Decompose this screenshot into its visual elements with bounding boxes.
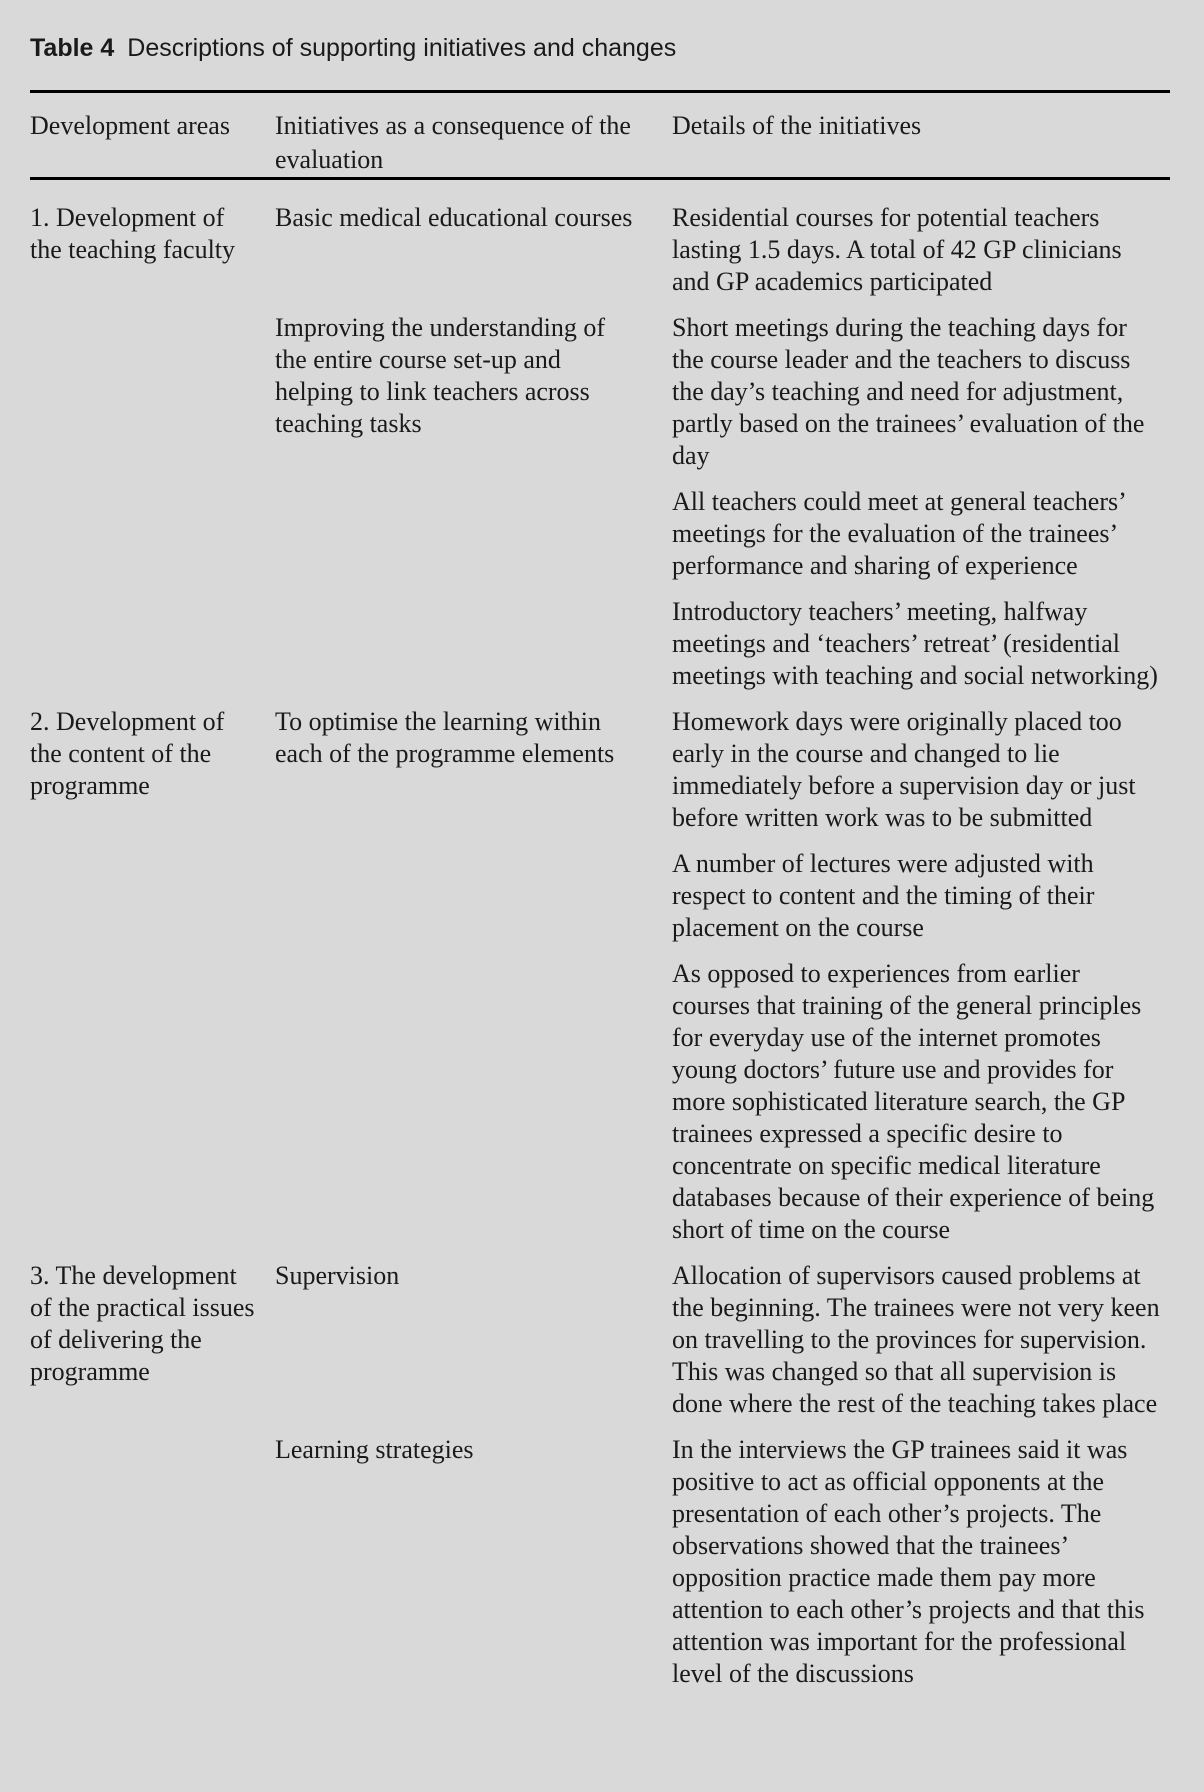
initiative-cell: Improving the understanding of the entire course set-up and helping to link teachers across teaching tasks (275, 313, 605, 438)
details-cell (672, 1260, 1170, 1420)
table-header-rule (30, 177, 1170, 180)
detail-paragraph: Introductory teachers’ meeting, halfway meetings and ‘teachers’ retreat’ (residential meetings with teaching and social networking) (672, 597, 1158, 690)
table-caption-text: Descriptions of supporting initiatives and changes (127, 34, 677, 62)
details-cell (672, 1434, 1170, 1690)
table-caption (30, 33, 1170, 63)
detail-paragraph: Residential courses for potential teachers lasting 1.5 days. A total of 42 GP clinicians and GP academics participated (672, 203, 1122, 296)
initiative-cell: Supervision (275, 1261, 400, 1290)
area-cell-empty (30, 1434, 275, 1690)
initiative-cell: Basic medical educational courses (275, 203, 633, 232)
area-cell-group3: 3. The development of the practical issues of delivering the programme (30, 1261, 255, 1386)
initiative-cell: Learning strategies (275, 1435, 474, 1464)
detail-paragraph: All teachers could meet at general teachers’ meetings for the evaluation of the trainees’ performance and sharing of experience (672, 487, 1125, 580)
detail-paragraph: Homework days were originally placed too early in the course and changed to lie immediately before a supervision day or just before written work was to be submitted (672, 707, 1136, 832)
details-cell (672, 312, 1170, 692)
column-header-details: Details of the initiatives (672, 111, 922, 140)
initiative-cell: To optimise the learning within each of the programme elements (275, 707, 615, 768)
area-cell-group1: 1. Development of the teaching faculty (30, 203, 236, 264)
column-header-development-areas: Development areas (30, 111, 230, 140)
detail-paragraph: A number of lectures were adjusted with respect to content and the timing of their placement on the course (672, 849, 1095, 942)
column-header-initiatives: Initiatives as a consequence of the evaluation (275, 111, 631, 174)
details-cell (672, 706, 1170, 1246)
details-cell (672, 202, 1170, 298)
area-cell-empty (30, 312, 275, 692)
detail-paragraph: Allocation of supervisors caused problems at the beginning. The trainees were not very keen on travelling to the provinces for supervision. This was changed so that all supervision is done where the rest of the teaching takes place (672, 1261, 1160, 1418)
table-header-row (30, 93, 1170, 177)
detail-paragraph: In the interviews the GP trainees said it was positive to act as official opponents at the presentation of each other’s projects. The observations showed that the trainees’ opposition practice made them pay more attention to each other’s projects and that this attention was important for the professional level of the discussions (672, 1435, 1145, 1688)
detail-paragraph: As opposed to experiences from earlier courses that training of the general principles for everyday use of the internet promotes young doctors’ future use and provides for more sophisticated literature search, the GP trainees expressed a specific desire to concentrate on specific medical literature databases because of their experience of being short of time on the course (672, 959, 1155, 1244)
area-cell-group2: 2. Development of the content of the programme (30, 707, 225, 800)
detail-paragraph: Short meetings during the teaching days for the course leader and the teachers to discuss the day’s teaching and need for adjustment, partly based on the trainees’ evaluation of the day (672, 313, 1145, 470)
table-caption-label: Table 4 (30, 34, 115, 62)
table-body (30, 202, 1170, 1690)
